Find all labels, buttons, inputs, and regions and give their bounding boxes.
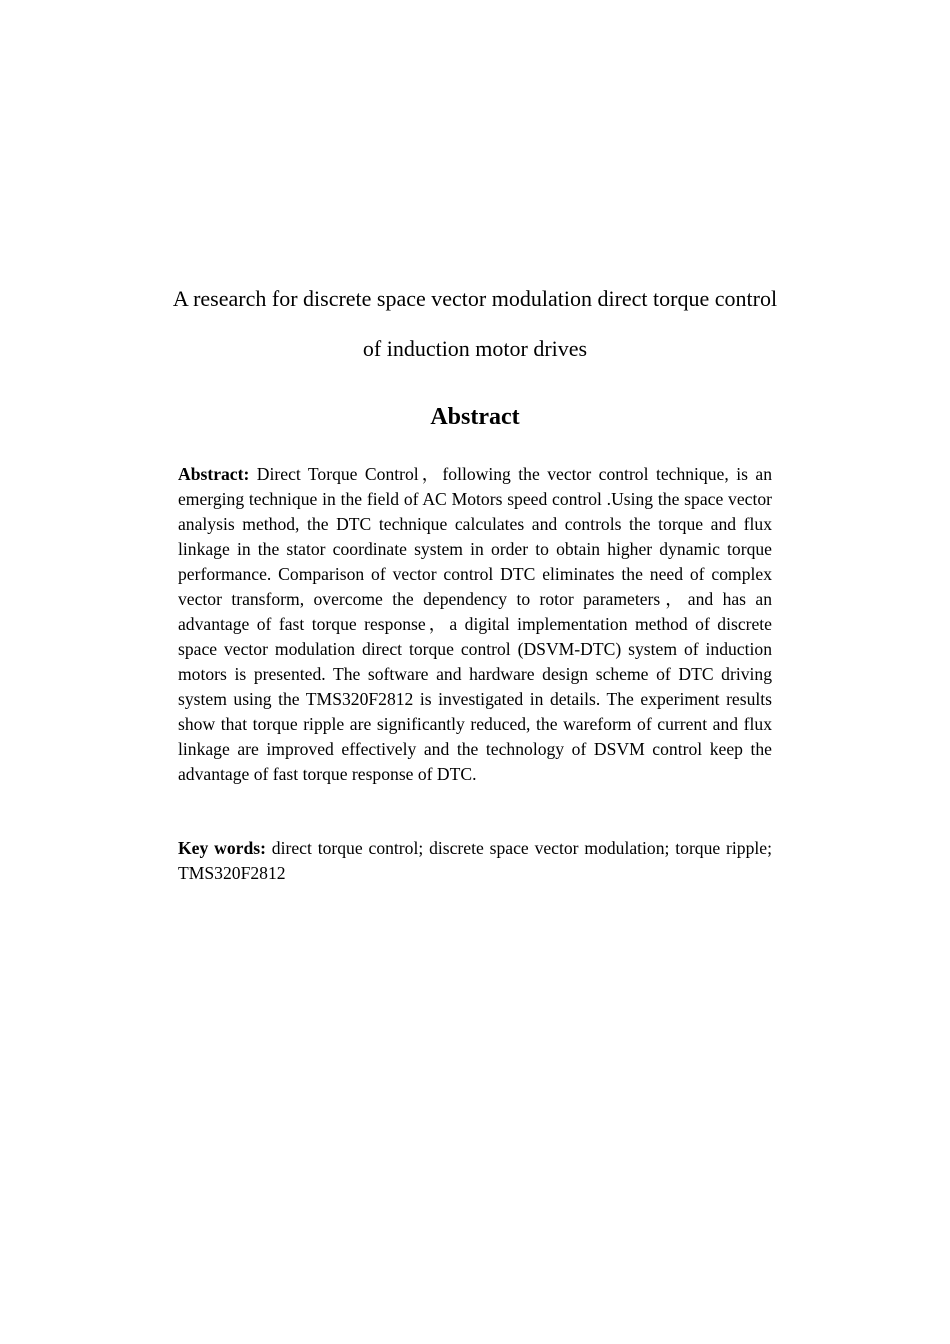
paper-title-line-1: A research for discrete space vector modulation direct torque control	[172, 286, 778, 311]
abstract-label: Abstract:	[178, 464, 250, 484]
abstract-text: Direct Torque Control，following the vector control technique, is an emerging technique in the field of AC Motors speed control .Using the space vector analysis method, the DTC technique calculates and controls the torque and flux linkage in the stator coordinate system in order to obtain higher dynamic torque performance. Comparison of vector control DTC eliminates the need of complex vector transform, overcome the dependency to rotor parameters，and has an advantage of fast torque response，a digital implementation method of discrete space vector modulation direct torque control (DSVM-DTC) system of induction motors is presented. The software and hardware design scheme of DTC driving system using the TMS320F2812 is investigated in details. The experiment results show that torque ripple are significantly reduced, the wareform of current and flux linkage are improved effectively and the technology of DSVM control keep the advantage of fast torque response of DTC.	[178, 464, 772, 784]
keywords-text: direct torque control; discrete space vector modulation; torque ripple; TMS320F2812	[178, 838, 772, 883]
keywords-paragraph	[178, 836, 772, 886]
paper-title-line-2: of induction motor drives	[362, 336, 588, 361]
abstract-heading: Abstract	[430, 404, 520, 430]
abstract-paragraph	[178, 462, 772, 787]
keywords-label: Key words:	[178, 838, 266, 858]
